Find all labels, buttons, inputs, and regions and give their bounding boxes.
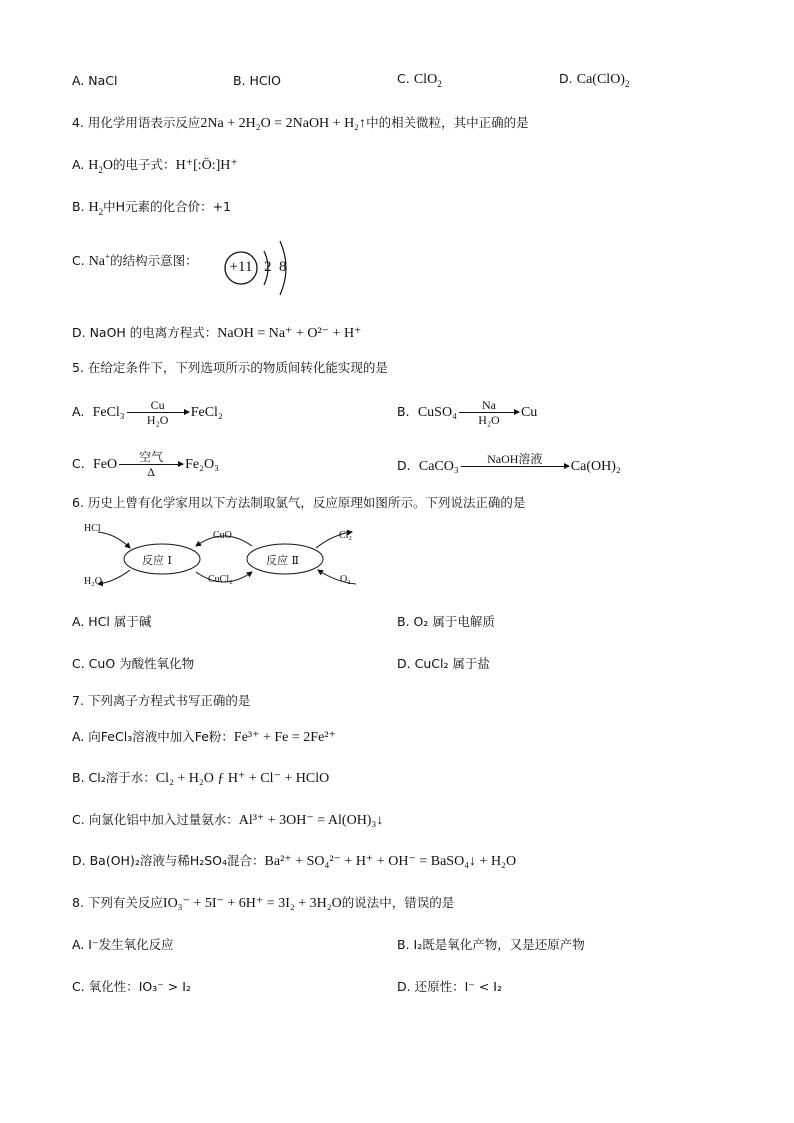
chlorine-production-diagram: [76, 518, 372, 596]
q6-option-a: A. HCl 属于碱: [72, 614, 152, 629]
q5-option-d: D. CaCO₃ NaOH溶液 Ca(OH)₂: [397, 452, 621, 481]
q8-option-d: D. 还原性：I⁻ < I₂: [397, 979, 502, 994]
diagram-label-reaction-1: 反应 Ⅰ: [142, 554, 172, 567]
q5-stem: 5. 在给定条件下，下列选项所示的物质间转化能实现的是: [72, 360, 388, 375]
q7-option-d: D. Ba(OH)₂溶液与稀H₂SO₄混合：Ba²⁺ + SO₄²⁻ + H⁺ + OH⁻ = BaSO₄↓ + H₂O: [72, 853, 517, 869]
q5-option-b: B. CuSO₄ $\frac{Na}{\text{H₂O}}$ Cu: [397, 398, 538, 427]
reaction-arrow: $\frac{Cu}{\text{H₂O}}$: [127, 398, 189, 427]
reaction-arrow: 空气 Δ: [119, 450, 183, 479]
q7-stem: 7. 下列离子方程式书写正确的是: [72, 693, 251, 708]
diagram-label-reaction-2: 反应 Ⅱ: [266, 554, 299, 567]
q7-option-a: A. 向FeCl₃溶液中加入Fe粉：Fe³⁺ + Fe = 2Fe²⁺: [72, 729, 336, 745]
q8-option-b: B. I₂既是氧化产物，又是还原产物: [397, 937, 585, 952]
shell-1-electrons: 2: [264, 259, 272, 275]
q5-option-c: C. FeO 空气 Δ Fe₂O₃: [72, 450, 219, 479]
q6-option-b: B. O₂ 属于电解质: [397, 614, 495, 629]
reaction-arrow: NaOH溶液: [461, 452, 569, 481]
q6-stem: 6. 历史上曾有化学家用以下方法制取氯气，反应原理如图所示。下列说法正确的是: [72, 495, 526, 510]
q5-option-a: A. FeCl₃ $\frac{Cu}{\text{H₂O}}$ FeCl₂: [72, 398, 223, 427]
q4-stem: 4. 用化学用语表示反应2Na + 2H₂O = 2NaOH + H₂↑中的相关微粒，其中正确的是: [72, 115, 529, 131]
q6-option-c: C. CuO 为酸性氧化物: [72, 656, 195, 671]
shell-2-electrons: 8: [279, 259, 287, 275]
q3-option-d: D. $Ca(ClO)_2$: [559, 71, 630, 89]
diagram-label-o2: O₂: [340, 574, 351, 585]
q8-stem: 8. 下列有关反应IO₃⁻ + 5I⁻ + 6H⁺ = 3I₂ + 3H₂O的说法中，错误的是: [72, 895, 455, 911]
q6-option-d: D. CuCl₂ 属于盐: [397, 656, 490, 671]
diagram-label-hcl: HCl: [84, 523, 101, 534]
diagram-label-cuo: CuO: [213, 530, 232, 541]
nucleus-charge: +11: [229, 259, 253, 275]
q3-option-d-formula: $Ca(ClO)_2$: [576, 72, 630, 89]
q4-option-c: C. Na+的结构示意图：: [72, 251, 198, 269]
q4-option-b: B. $H_2$中H元素的化合价：+1: [72, 199, 231, 217]
q7-option-b: B. Cl₂溶于水：Cl₂ + H₂O ƒ H⁺ + Cl⁻ + HClO: [72, 770, 330, 786]
q7-option-c: C. 向氯化铝中加入过量氨水：Al³⁺ + 3OH⁻ = Al(OH)₃↓: [72, 812, 384, 828]
q3-option-c-formula: ClO$_2$: [413, 72, 442, 89]
q8-option-a: A. I⁻发生氧化反应: [72, 937, 174, 952]
electron-formula: H⁺[:Ö:]H⁺: [175, 158, 238, 173]
q3-option-c: C. ClO$_2$: [397, 71, 442, 89]
sodium-ion-structure-diagram: [222, 237, 302, 299]
diagram-label-cucl2: CuCl₂: [208, 574, 233, 585]
q4-option-d: D. NaOH 的电离方程式：NaOH = Na⁺ + O²⁻ + H⁺: [72, 325, 362, 341]
q3-option-a: A. NaCl: [72, 73, 118, 88]
diagram-label-cl2: Cl₂: [339, 530, 352, 541]
q3-option-b: B. HClO: [233, 73, 281, 88]
q4-option-a: A. $H_2O$的电子式：H⁺[:Ö:]H⁺: [72, 157, 238, 175]
q8-option-c: C. 氧化性：IO₃⁻ > I₂: [72, 979, 191, 994]
diagram-label-h2o: H₂O: [84, 576, 102, 587]
reaction-arrow: $\frac{Na}{\text{H₂O}}$: [459, 398, 519, 427]
